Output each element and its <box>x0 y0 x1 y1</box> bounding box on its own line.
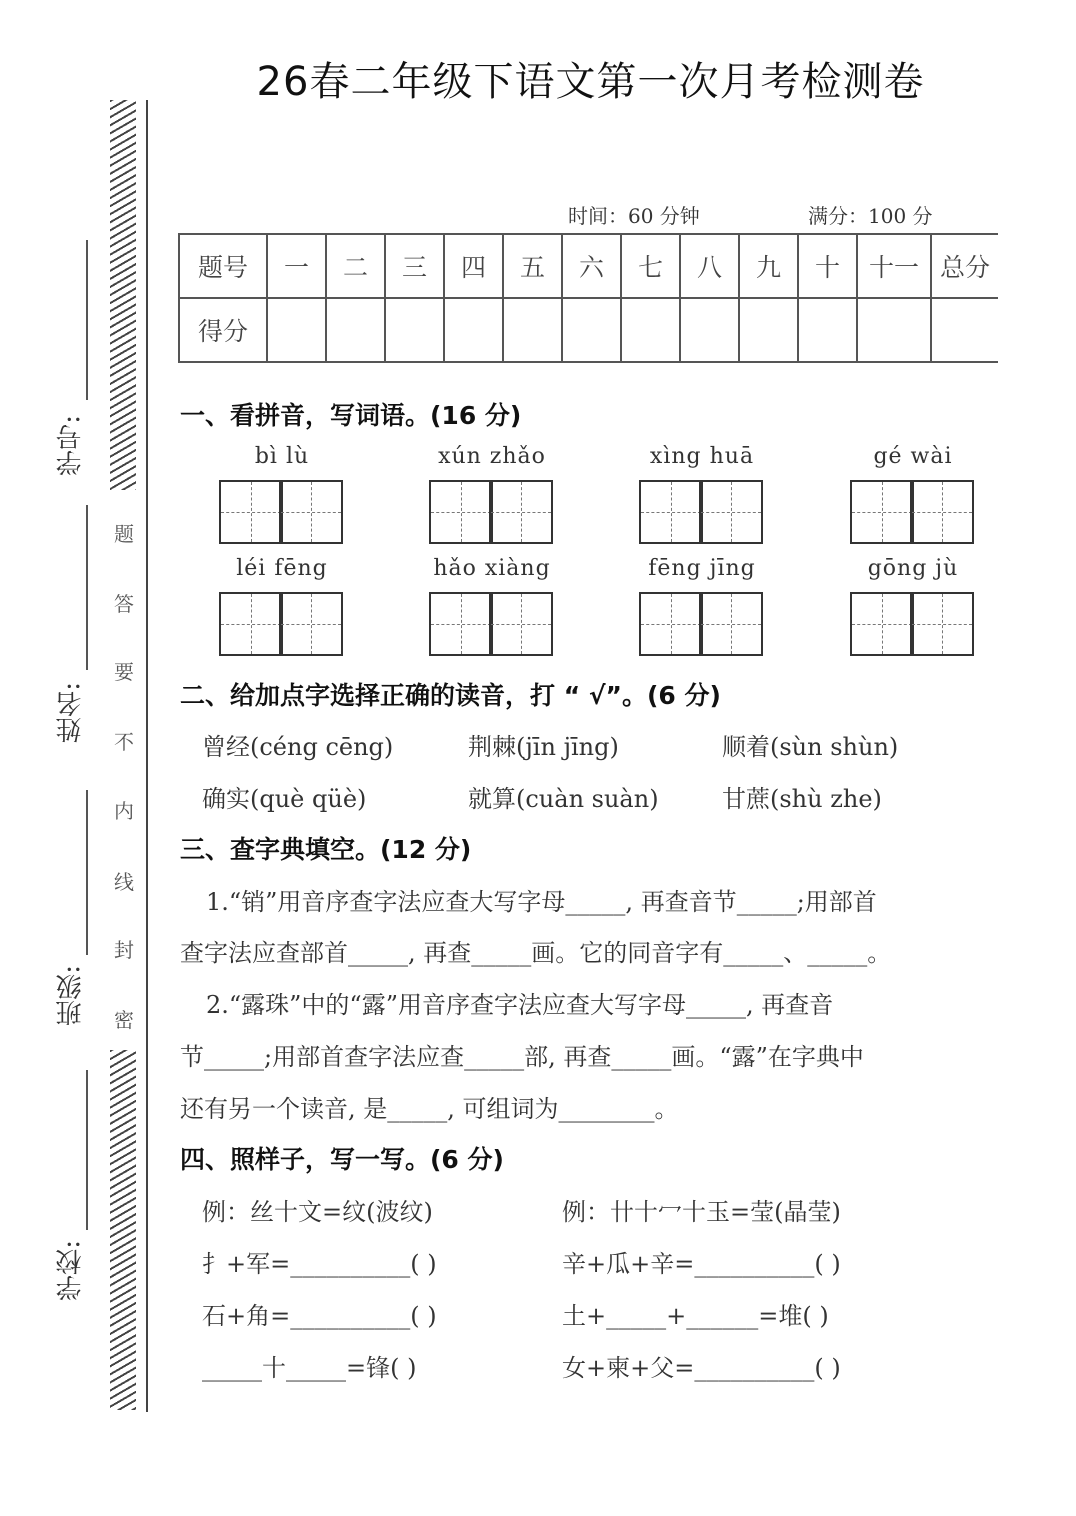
writing-box[interactable] <box>429 592 553 654</box>
binding-hatch-top <box>110 100 136 490</box>
pinyin-label: xìng huā <box>649 444 755 469</box>
score-cell[interactable] <box>798 298 857 362</box>
school-line[interactable] <box>86 1070 88 1230</box>
student-id-line[interactable] <box>86 240 88 400</box>
pronunciation-item[interactable]: 确实(què qüè) <box>202 785 367 813</box>
dictionary-question-line: 节_____;用部首查字法应查_____部, 再查_____画。“露”在字典中 <box>180 1043 864 1071</box>
pinyin-label: xún zhǎo <box>438 444 546 469</box>
margin-char: 答 <box>114 592 134 616</box>
binding-line <box>146 100 148 1412</box>
pinyin-label: gé wài <box>873 444 953 469</box>
exercise-right[interactable]: 辛+瓜+辛=__________( ) <box>562 1250 841 1278</box>
score-table-header-row <box>179 234 998 298</box>
margin-char: 密 <box>114 1008 134 1032</box>
table-header-cell: 七 <box>621 234 680 298</box>
score-table-score-row <box>179 298 998 362</box>
score-row-label: 得分 <box>179 298 267 362</box>
dictionary-question-line: 查字法应查部首_____, 再查_____画。它的同音字有_____、_____。 <box>180 939 892 967</box>
score-cell[interactable] <box>326 298 385 362</box>
full-score: 满分：100 分 <box>808 204 933 228</box>
pronunciation-item[interactable]: 曾经(céng cēng) <box>202 733 394 761</box>
score-cell[interactable] <box>562 298 621 362</box>
score-cell[interactable] <box>444 298 503 362</box>
exercise-right[interactable]: 女+柬+父=__________( ) <box>562 1354 841 1382</box>
example-right: 例：卄十冖十玉=莹(晶莹) <box>562 1198 841 1226</box>
school-label: 学校: <box>56 1240 86 1301</box>
table-header-cell: 九 <box>739 234 798 298</box>
dictionary-question-line: 2.“露珠”中的“露”用音序查字法应查大写字母_____, 再查音 <box>206 991 834 1019</box>
pronunciation-item[interactable]: 甘蔗(shù zhe) <box>722 785 882 813</box>
binding-hatch-bottom <box>110 1050 136 1410</box>
score-cell[interactable] <box>621 298 680 362</box>
table-header-cell: 题号 <box>179 234 267 298</box>
class-label: 班级: <box>56 965 86 1026</box>
pinyin-label: gōng jù <box>867 556 959 581</box>
margin-char: 题 <box>114 522 134 546</box>
pinyin-label: bì lù <box>254 444 310 469</box>
pinyin-label: fēng jīng <box>648 556 756 581</box>
pinyin-label: hǎo xiàng <box>433 556 551 581</box>
margin-char: 内 <box>114 799 134 823</box>
table-header-cell: 十一 <box>857 234 931 298</box>
score-cell[interactable] <box>857 298 931 362</box>
writing-box[interactable] <box>219 592 343 654</box>
writing-box[interactable] <box>850 480 974 542</box>
writing-box[interactable] <box>429 480 553 542</box>
name-line[interactable] <box>86 505 88 670</box>
pronunciation-item[interactable]: 顺着(sùn shùn) <box>722 733 899 761</box>
exercise-right[interactable]: 土+_____+______=堆( ) <box>562 1302 829 1330</box>
table-header-cell: 八 <box>680 234 739 298</box>
table-header-cell: 总分 <box>931 234 998 298</box>
score-cell[interactable] <box>739 298 798 362</box>
name-label: 姓名: <box>56 682 86 743</box>
score-cell[interactable] <box>385 298 444 362</box>
time-limit: 时间：60 分钟 <box>568 204 700 228</box>
table-header-cell: 二 <box>326 234 385 298</box>
section3-heading: 三、查字典填空。(12 分) <box>180 835 472 864</box>
writing-box[interactable] <box>219 480 343 542</box>
page-title: 26春二年级下语文第一次月考检测卷 <box>256 59 925 105</box>
table-header-cell: 三 <box>385 234 444 298</box>
margin-char: 封 <box>114 938 134 962</box>
score-cell[interactable] <box>931 298 998 362</box>
writing-box[interactable] <box>850 592 974 654</box>
student-id-label: 学号: <box>56 415 86 476</box>
score-cell[interactable] <box>503 298 562 362</box>
score-cell[interactable] <box>680 298 739 362</box>
table-header-cell: 四 <box>444 234 503 298</box>
table-header-cell: 六 <box>562 234 621 298</box>
writing-box[interactable] <box>639 592 763 654</box>
margin-char: 不 <box>114 730 134 754</box>
margin-char: 线 <box>114 870 134 894</box>
class-line[interactable] <box>86 790 88 955</box>
table-header-cell: 十 <box>798 234 857 298</box>
table-header-cell: 五 <box>503 234 562 298</box>
pinyin-label: léi fēng <box>236 556 328 581</box>
section2-heading: 二、给加点字选择正确的读音，打 “ √”。(6 分) <box>180 681 721 710</box>
exercise-left[interactable]: 石+角=__________( ) <box>202 1302 437 1330</box>
section1-heading: 一、看拼音，写词语。(16 分) <box>180 401 522 430</box>
section4-heading: 四、照样子，写一写。(6 分) <box>180 1145 504 1174</box>
dictionary-question-line: 1.“销”用音序查字法应查大写字母_____, 再查音节_____;用部首 <box>206 888 877 916</box>
score-table <box>178 233 998 363</box>
score-cell[interactable] <box>267 298 326 362</box>
table-header-cell: 一 <box>267 234 326 298</box>
pronunciation-item[interactable]: 就算(cuàn suàn) <box>468 785 659 813</box>
pronunciation-item[interactable]: 荆棘(jīn jīng) <box>468 733 619 761</box>
margin-char: 要 <box>114 660 134 684</box>
writing-box[interactable] <box>639 480 763 542</box>
exercise-left[interactable]: 扌+军=__________( ) <box>202 1250 437 1278</box>
exercise-left[interactable]: _____十_____=锋( ) <box>202 1354 417 1382</box>
example-left: 例：丝十文=纹(波纹) <box>202 1198 433 1226</box>
dictionary-question-line: 还有另一个读音, 是_____, 可组词为________。 <box>180 1095 679 1123</box>
